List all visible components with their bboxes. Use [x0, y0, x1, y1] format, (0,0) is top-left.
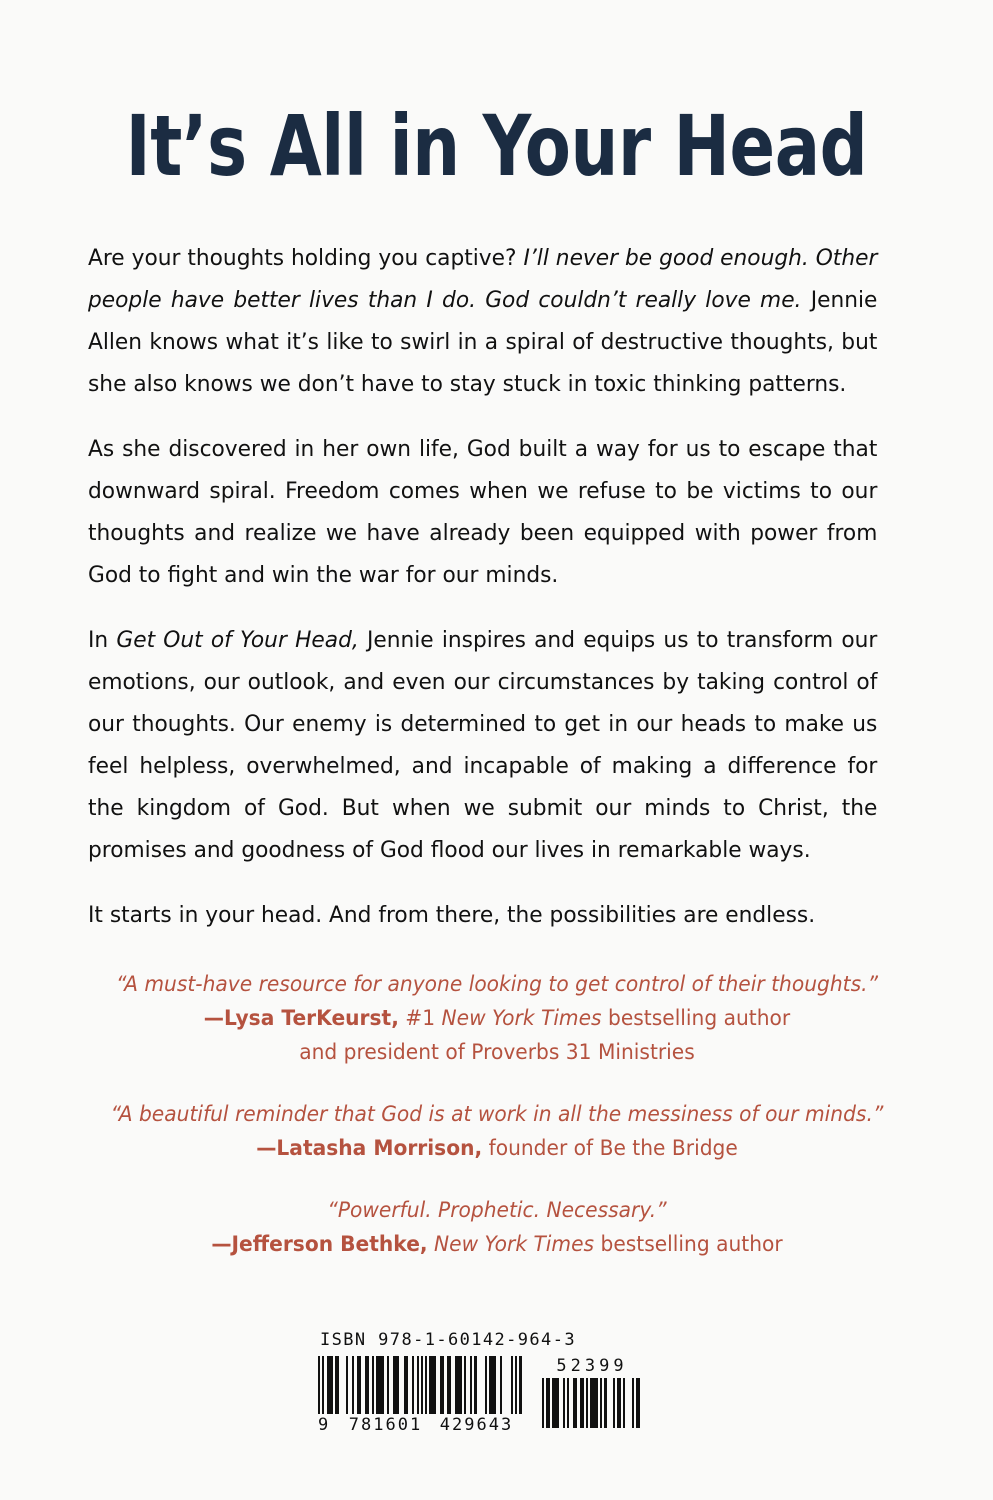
barcode-block — [318, 1330, 678, 1435]
emphasis-text: I’ll never be good enough. Other people have better lives than I do. God couldn’t really love me. — [88, 245, 878, 313]
endorsements — [78, 968, 916, 1262]
ean5-addon-digits: 52399 — [556, 1356, 628, 1376]
isbn-label: ISBN 978-1-60142-964-3 — [320, 1330, 576, 1350]
endorsement-attribution — [103, 1002, 891, 1070]
body-text: As she discovered in her own life, God built a way for us to escape that downward spiral. Freedom comes when we refuse to be victims to our thoughts and realize we have already been equipped with power from God to fight and win the war for our minds. — [88, 436, 878, 588]
endorser-credential-a: #1 — [398, 1006, 442, 1031]
ean5-addon-bars — [540, 1378, 640, 1428]
barcode-bar — [636, 1378, 640, 1428]
barcode-space — [502, 1356, 511, 1414]
ean13-left-group: 781601 — [348, 1415, 423, 1435]
endorsement-item — [78, 968, 916, 1070]
ean13-barcode — [318, 1356, 522, 1435]
barcode-bar — [519, 1356, 521, 1414]
endorsement-attribution — [103, 1228, 891, 1262]
endorser-credential-c: and president of Proverbs 31 Ministries — [299, 1040, 695, 1065]
emphasis-text: Get Out of Your Head, — [116, 627, 359, 653]
body-text: It starts in your head. And from there, the possibilities are endless. — [88, 902, 816, 928]
body-text: Jennie Allen knows what it’s like to swirl in a spiral of destructive thoughts, but she also knows we don’t have to stay stuck in toxic thinking patterns. — [88, 287, 878, 397]
endorsement-item — [78, 1194, 916, 1262]
barcode-space — [477, 1356, 486, 1414]
ean13-bars — [318, 1356, 522, 1414]
endorsement-quote: “A beautiful reminder that God is at work in all the messiness of our minds.” — [110, 1102, 884, 1127]
body-text: Jennie inspires and equips us to transform our emotions, our outlook, and even our circumstances by taking control of our thoughts. Our enemy is determined to get in our heads to make us feel helpless, overwhelmed, and incapable of making a difference for the kingdom of God. But when we submit our minds to Christ, the promises and goodness of God flood our lives in remarkable ways. — [88, 627, 878, 863]
body-text: Are your thoughts holding you captive? — [88, 245, 524, 271]
ean13-right-group: 429643 — [439, 1415, 514, 1435]
endorser-name: —Lysa TerKeurst, — [203, 1006, 399, 1031]
paragraph-2 — [88, 428, 877, 596]
endorser-credential-b: bestselling author — [601, 1006, 791, 1031]
endorser-credential-b: bestselling author — [594, 1232, 783, 1257]
barcodes-row — [318, 1356, 678, 1435]
endorsement-item — [78, 1098, 916, 1166]
barcode-bar — [590, 1378, 598, 1428]
body-text: In — [88, 627, 117, 653]
page-title: It’s All in Your Head — [125, 97, 868, 195]
barcode-bar — [376, 1356, 385, 1414]
ean13-digits — [318, 1415, 522, 1435]
paragraph-3 — [88, 619, 877, 871]
endorser-credential-a: founder of Be the Bridge — [482, 1136, 738, 1161]
endorsement-quote: “Powerful. Prophetic. Necessary.” — [327, 1198, 667, 1223]
endorsement-attribution — [103, 1132, 891, 1166]
description-body — [88, 237, 906, 936]
ean5-addon-barcode — [540, 1356, 640, 1428]
title-block — [0, 97, 993, 195]
publication-name: New York Times — [441, 1006, 602, 1031]
endorsement-quote: “A must-have resource for anyone looking to get control of their thoughts.” — [116, 972, 878, 997]
endorser-name: —Jefferson Bethke, — [211, 1232, 428, 1257]
paragraph-4 — [88, 894, 877, 936]
paragraph-1 — [88, 237, 877, 405]
publication-name: New York Times — [434, 1232, 595, 1257]
ean13-lead-digit: 9 — [318, 1415, 331, 1435]
endorser-name: —Latasha Morrison, — [256, 1136, 483, 1161]
